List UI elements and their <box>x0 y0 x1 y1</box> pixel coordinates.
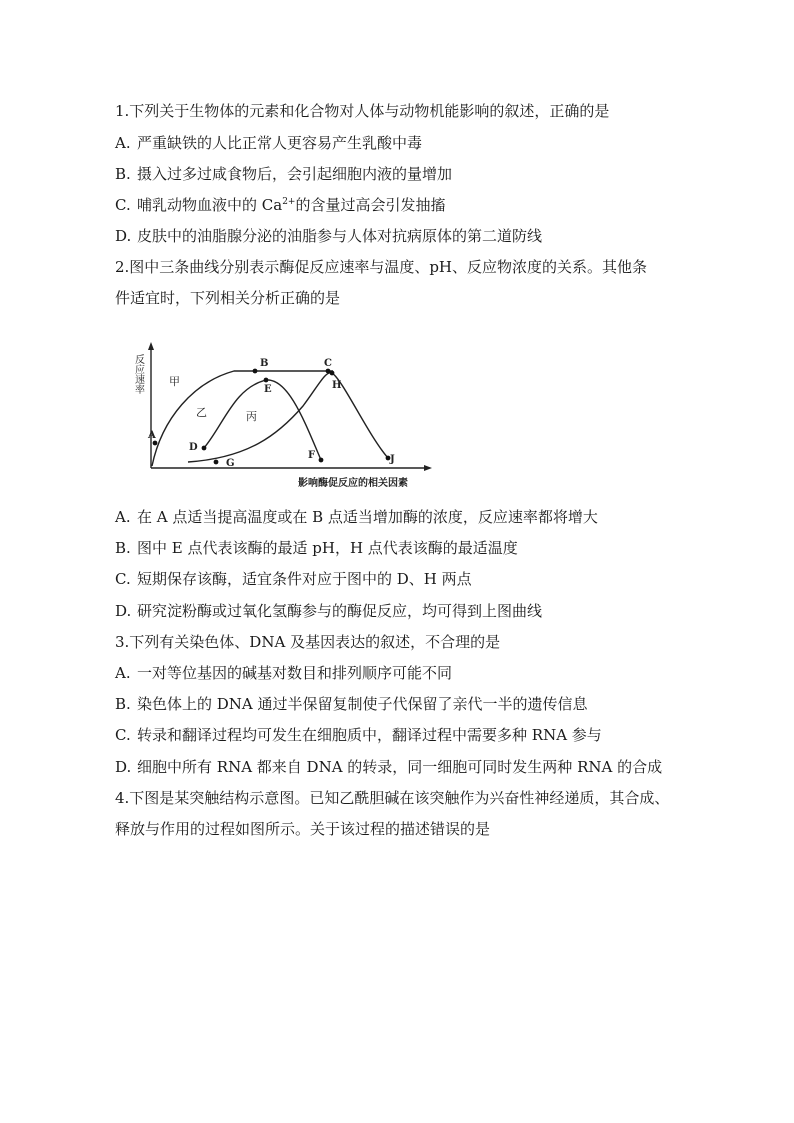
point-f-label: F <box>308 450 316 461</box>
curve-yi <box>204 380 321 460</box>
point-f-dot <box>319 458 324 463</box>
point-h-dot <box>330 371 335 376</box>
point-j-label: J <box>390 454 395 465</box>
curve-jia-label: 甲 <box>169 375 180 388</box>
point-g-label: G <box>226 458 235 469</box>
q3-option-d: D. 细胞中所有 RNA 都来自 DNA 的转录，同一细胞可同时发生两种 RNA 的合成 <box>115 758 663 776</box>
point-d-dot <box>202 446 207 451</box>
q2-option-b: B. 图中 E 点代表该酶的最适 pH，H 点代表该酶的最适温度 <box>115 539 518 557</box>
point-d-label: D <box>189 442 198 453</box>
curve-yi-label: 乙 <box>196 406 207 419</box>
enzyme-rate-figure <box>128 340 448 492</box>
point-b-dot <box>253 369 258 374</box>
q3-option-c: C. 转录和翻译过程均可发生在细胞质中，翻译过程中需要多种 RNA 参与 <box>115 726 602 744</box>
point-e-dot <box>264 378 269 383</box>
q2-stem-line2: 件适宜时，下列相关分析正确的是 <box>115 289 341 307</box>
superscript: 2+ <box>282 197 296 207</box>
q1-stem: 1.下列关于生物体的元素和化合物对人体与动物机能影响的叙述，正确的是 <box>115 102 610 120</box>
point-h-label: H <box>332 380 342 391</box>
q2-option-a: A. 在 A 点适当提高温度或在 B 点适当增加酶的浓度，反应速率都将增大 <box>115 508 598 526</box>
point-e-label: E <box>264 384 272 395</box>
q3-option-a: A. 一对等位基因的碱基对数目和排列顺序可能不同 <box>115 664 453 682</box>
point-a-label: A <box>148 430 156 441</box>
point-b-label: B <box>260 358 269 369</box>
q2-stem-line1: 2.图中三条曲线分别表示酶促反应速率与温度、pH、反应物浓度的关系。其他条 <box>115 258 647 276</box>
q2-option-c: C. 短期保存该酶，适宜条件对应于图中的 D、H 两点 <box>115 570 472 588</box>
q4-stem-line1: 4.下图是某突触结构示意图。已知乙酰胆碱在该突触作为兴奋性神经递质，其合成、 <box>115 789 670 807</box>
x-axis-arrow <box>424 465 432 471</box>
q4-stem-line2: 释放与作用的过程如图所示。关于该过程的描述错误的是 <box>115 820 491 838</box>
curve-bing <box>188 373 388 462</box>
q2-option-d: D. 研究淀粉酶或过氧化氢酶参与的酶促反应，均可得到上图曲线 <box>115 602 543 620</box>
point-g-dot <box>214 460 219 465</box>
x-axis-label: 影响酶促反应的相关因素 <box>298 478 408 489</box>
q1-option-c: C. 哺乳动物血液中的 $Ca^{2+}$的含量过高会引发抽搐 <box>115 196 446 214</box>
curve-bing-label: 丙 <box>246 410 257 423</box>
y-axis-label-char-1: 反应速率 <box>132 354 144 394</box>
q1-option-d: D. 皮肤中的油脂腺分泌的油脂参与人体对抗病原体的第二道防线 <box>115 227 543 245</box>
point-a-dot <box>153 441 158 446</box>
q1-option-b: B. 摄入过多过咸食物后，会引起细胞内液的量增加 <box>115 165 453 183</box>
q3-option-b: B. 染色体上的 DNA 通过半保留复制使子代保留了亲代一半的遗传信息 <box>115 695 588 713</box>
q1-option-a: A. 严重缺铁的人比正常人更容易产生乳酸中毒 <box>115 134 423 152</box>
y-axis-arrow <box>148 342 154 350</box>
q3-stem: 3.下列有关染色体、DNA 及基因表达的叙述，不合理的是 <box>115 633 501 651</box>
point-c-label: C <box>324 358 332 369</box>
